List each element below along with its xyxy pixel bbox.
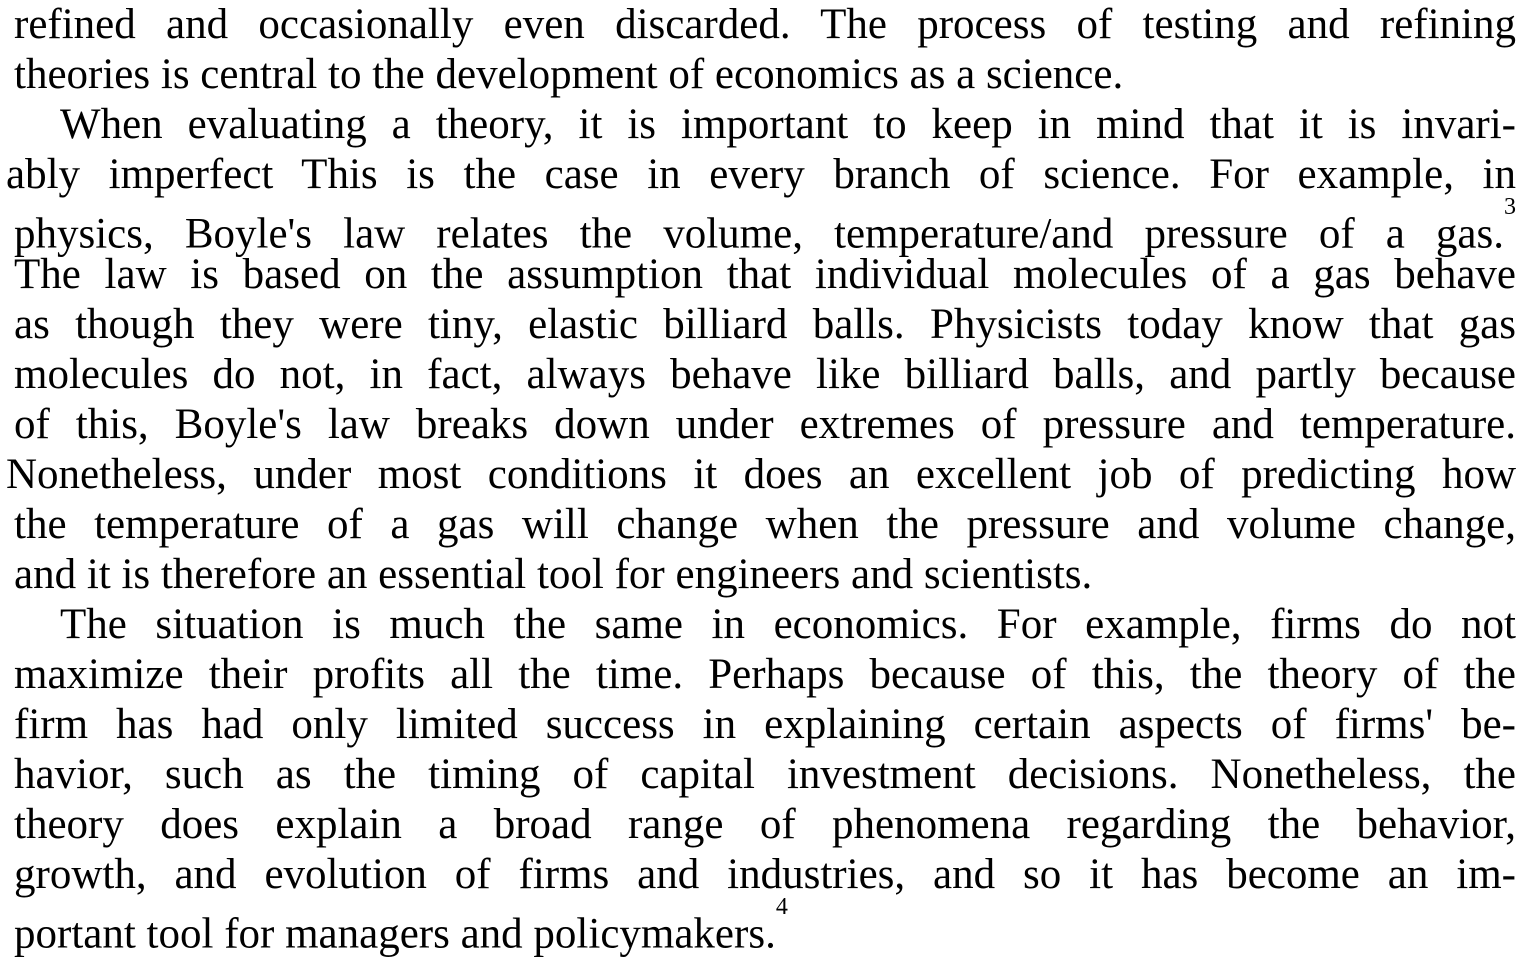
text-line: theory does explain a broad range of phenomena regarding the behavior, xyxy=(14,801,1516,848)
text-line: The law is based on the assumption that individual molecules of a gas behave xyxy=(14,251,1516,298)
text-line: of this, Boyle's law breaks down under extremes of pressure and temperature. xyxy=(14,401,1516,448)
text-line: growth, and evolution of firms and industries, and so it has become an im- xyxy=(14,851,1516,898)
text-line: molecules do not, in fact, always behave like billiard balls, and partly because xyxy=(14,351,1516,398)
text-line: havior, such as the timing of capital investment decisions. Nonetheless, the xyxy=(14,751,1516,798)
text-line: as though they were tiny, elastic billiard balls. Physicists today know that gas xyxy=(14,301,1516,348)
text-line-content: portant tool for managers and policymakers. xyxy=(14,910,776,958)
text-line-content: physics, Boyle's law relates the volume, temperature/and pressure of a gas. xyxy=(14,210,1504,258)
footnote-ref-3[interactable]: 3 xyxy=(1504,194,1516,220)
document-page xyxy=(6,0,1516,958)
text-line-with-footnote xyxy=(14,194,1516,258)
text-line: When evaluating a theory, it is important to keep in mind that it is invari- xyxy=(60,101,1516,148)
footnote-ref-4[interactable]: 4 xyxy=(775,894,788,920)
text-line: refined and occasionally even discarded. The process of testing and refining xyxy=(14,1,1516,48)
text-line: maximize their profits all the time. Perhaps because of this, the theory of the xyxy=(14,651,1516,698)
text-line: ably imperfect This is the case in every branch of science. For example, in xyxy=(6,151,1516,198)
paragraph-1 xyxy=(14,0,1516,100)
text-line: and it is therefore an essential tool for engineers and scientists. xyxy=(14,551,1093,598)
text-line: Nonetheless, under most conditions it does an excellent job of predicting how xyxy=(6,451,1516,498)
text-line: theories is central to the development of economics as a science. xyxy=(14,51,1124,98)
paragraph-2 xyxy=(6,100,1516,600)
text-line: the temperature of a gas will change when the pressure and volume change, xyxy=(14,501,1516,548)
text-line: The situation is much the same in economics. For example, firms do not xyxy=(60,601,1516,648)
paragraph-3 xyxy=(14,600,1516,958)
text-line: firm has had only limited success in explaining certain aspects of firms' be- xyxy=(14,701,1516,748)
text-line-with-footnote xyxy=(14,894,1516,958)
